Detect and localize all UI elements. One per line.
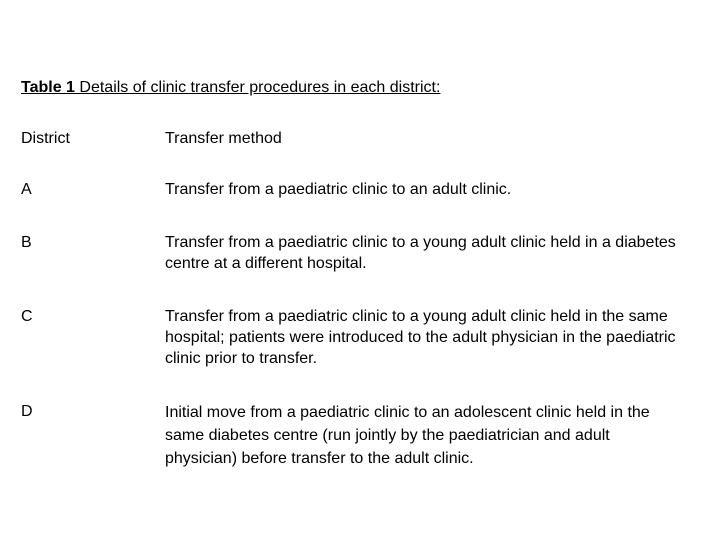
table-caption-text: Details of clinic transfer procedures in each district: [74, 79, 441, 96]
table-caption [21, 78, 701, 98]
district-cell: D [21, 403, 33, 420]
table-caption-label: Table 1 [21, 79, 75, 96]
transfer-method-cell: Transfer from a paediatric clinic to a young adult clinic held in a diabetes centre at a different hospital. [165, 234, 676, 272]
transfer-method-cell: Transfer from a paediatric clinic to an adult clinic. [165, 181, 512, 198]
header-district: District [21, 130, 70, 147]
transfer-method-cell: Transfer from a paediatric clinic to a young adult clinic held in the same hospital; patients were introduced to the adult physician in the paediatric clinic prior to transfer. [165, 308, 676, 367]
district-cell: C [21, 308, 33, 325]
district-cell: A [21, 181, 32, 198]
district-cell: B [21, 234, 32, 251]
transfer-method-cell: Initial move from a paediatric clinic to an adolescent clinic held in the same diabetes centre (run jointly by the paediatrician and adult physician) before transfer to the adult clinic. [165, 404, 650, 467]
header-transfer-method: Transfer method [165, 130, 282, 147]
